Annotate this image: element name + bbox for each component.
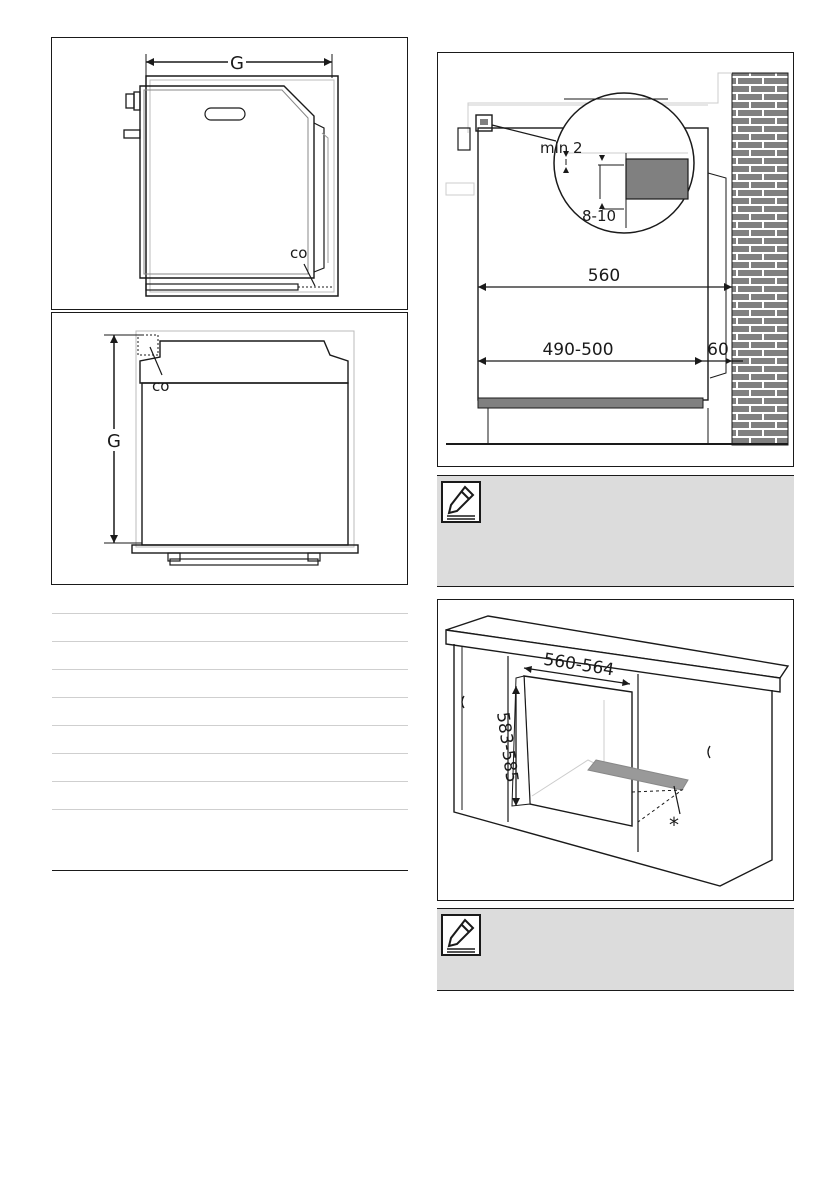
side-co-label: co — [290, 244, 308, 262]
cabinet-opening-figure — [437, 599, 794, 901]
vent-star-label: * — [669, 813, 679, 837]
table-row — [52, 670, 408, 698]
inner-width-label: 490-500 — [542, 340, 614, 360]
table-row — [52, 810, 408, 838]
opening-height-label: 583-585 — [492, 710, 522, 784]
cabinet-opening-drawing — [438, 600, 795, 902]
table-row — [52, 754, 408, 782]
table-row — [52, 698, 408, 726]
note-box — [437, 475, 794, 587]
min-gap-label: min 2 — [540, 139, 583, 157]
spec-table — [52, 586, 408, 838]
table-row — [52, 782, 408, 810]
pencil-note-icon — [441, 481, 481, 523]
table-bottom-rule — [52, 870, 408, 871]
installation-clearance-drawing — [438, 53, 795, 468]
table-row — [52, 614, 408, 642]
depth-label: 8-10 — [582, 207, 617, 225]
note-box — [437, 908, 794, 991]
table-row — [52, 726, 408, 754]
side-g-label: G — [230, 53, 244, 74]
installation-clearance-figure — [437, 52, 794, 467]
oven-front-view-drawing — [52, 313, 409, 586]
opening-width-label: 560-564 — [542, 649, 616, 681]
pencil-note-icon — [441, 914, 481, 956]
table-row — [52, 586, 408, 614]
width-560-label: 560 — [587, 266, 621, 286]
front-g-label: G — [107, 431, 121, 452]
oven-front-view-figure — [51, 312, 408, 585]
oven-side-view-figure — [51, 37, 408, 310]
side-gap-label: 60 — [707, 340, 729, 360]
oven-side-view-drawing — [52, 38, 409, 311]
front-co-label: co — [152, 377, 170, 395]
table-row — [52, 642, 408, 670]
